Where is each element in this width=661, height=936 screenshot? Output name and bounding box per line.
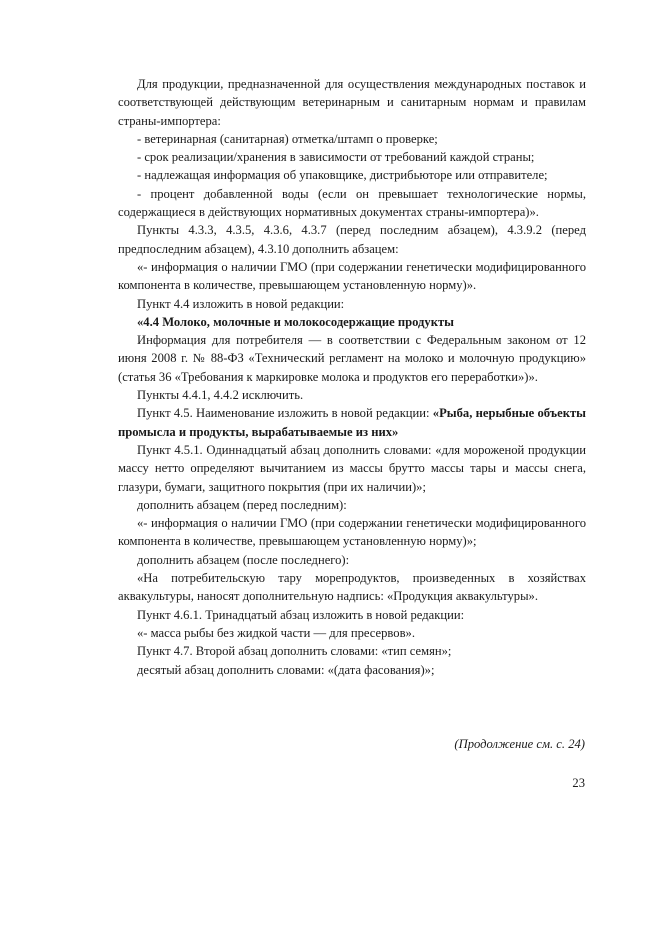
paragraph-items-4-4-1: Пункты 4.4.1, 4.4.2 исключить. (137, 388, 304, 403)
paragraph-add-after-last: дополнить абзацем (после последнего): (137, 552, 350, 567)
item-4-5-prefix: Пункт 4.5. Наименование изложить в новой редакции: (137, 406, 433, 421)
paragraph-gmo-1: «- информация о наличии ГМО (при содержании генетически модифицированного компонента в количестве, превышающем установленную норму)». (118, 259, 586, 293)
paragraph-aquaculture: «На потребительскую тару морепродуктов, произведенных в хозяйствах аквакультуры, наносят дополнительную надпись: «Продукция аквакультуры». (118, 571, 586, 604)
paragraph-add-before-last: дополнить абзацем (перед последним): (137, 497, 347, 512)
paragraph-consumer-info: Информация для потребителя — в соответствии с Федеральным законом от 12 июня 2008 г. № 88-ФЗ «Технический регламент на молоко и молочную продукцию» (статья 36 «Требования к маркировке молока и продуктов его переработки»)». (118, 333, 586, 384)
section-heading (118, 313, 586, 331)
paragraph-tenth: десятый абзац дополнить словами: «(дата фасования)»; (137, 662, 435, 677)
paragraph-item-4-5-1: Пункт 4.5.1. Одиннадцатый абзац дополнить словами: «для мороженой продукции массу нетто определяют вычитанием из массы брутто массы тары и массы снега, глазури, бумаги, защитного покрытия (при их наличии)»; (118, 442, 586, 494)
list-item: - надлежащая информация об упаковщике, дистрибьюторе или отправителе; (137, 168, 548, 183)
paragraph-item-4-5 (118, 404, 586, 441)
paragraph-item-4-7: Пункт 4.7. Второй абзац дополнить словами: «тип семян»; (137, 644, 452, 659)
paragraph-intro: Для продукции, предназначенной для осуществления международных поставок и соответствующей действующим ветеринарным и санитарным нормам и правилам страны-импортера: (118, 77, 586, 128)
paragraph-item-4-6-1: Пункт 4.6.1. Тринадцатый абзац изложить в новой редакции: (137, 607, 465, 622)
paragraph-fish-mass: «- масса рыбы без жидкой части — для пресервов». (137, 625, 415, 640)
list-item: - ветеринарная (санитарная) отметка/штамп о проверке; (137, 131, 438, 146)
continuation-note: (Продолжение см. с. 24) (454, 737, 585, 751)
page-number: 23 (572, 776, 585, 790)
paragraph-items-4-3: Пункты 4.3.3, 4.3.5, 4.3.6, 4.3.7 (перед последним абзацем), 4.3.9.2 (перед предпоследним абзацем), 4.3.10 дополнить абзацем: (118, 223, 586, 256)
list-item: - процент добавленной воды (если он превышает технологические нормы, содержащиеся в действующих нормативных документах страны-импортера)». (118, 186, 586, 220)
item-4-5-title: «Рыба, нерыбные объекты промысла и продукты, вырабатываемые из них» (118, 406, 586, 439)
document-body (118, 75, 586, 679)
paragraph-gmo-2: «- информация о наличии ГМО (при содержании генетически модифицированного компонента в количестве, превышающем установленную норму)»; (118, 516, 586, 549)
list-item: - срок реализации/хранения в зависимости от требований каждой страны; (137, 150, 535, 165)
paragraph-item-4-4: Пункт 4.4 изложить в новой редакции: (137, 296, 345, 311)
section-heading-text: «4.4 Молоко, молочные и молокосодержащие продукты (137, 314, 454, 329)
